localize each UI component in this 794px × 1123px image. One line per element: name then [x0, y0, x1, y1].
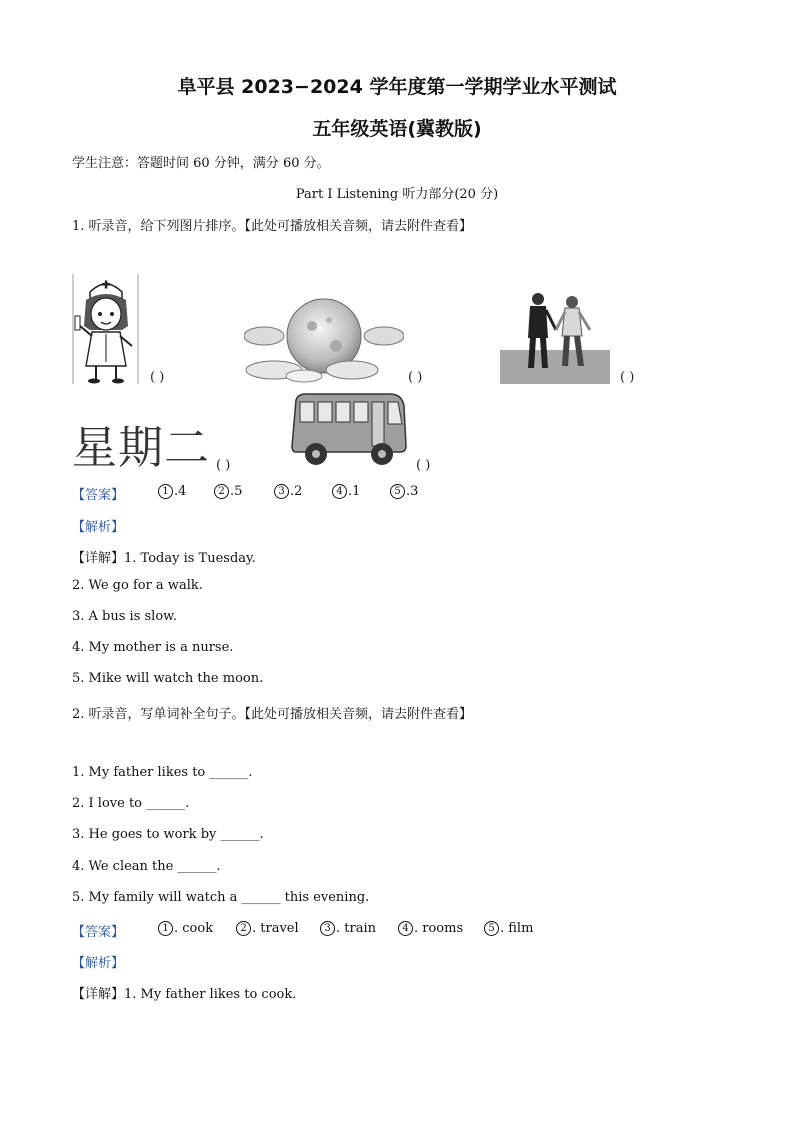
q1-answer-item: 1 .4 [158, 484, 214, 499]
circled-number: 3 [274, 484, 289, 499]
q2-sentence-1: 1. My father likes to ______. [72, 765, 253, 780]
q2-answer-item [484, 921, 533, 936]
answer-value: . train [336, 921, 376, 936]
q2-detail-label: 【详解】 [72, 987, 125, 1002]
student-note: 学生注意：答题时间 60 分钟，满分 60 分。 [72, 156, 330, 171]
bus-image [288, 392, 408, 470]
circled-number: 2 [214, 484, 229, 499]
q1-blank-5[interactable]: ( ) [416, 458, 431, 473]
q2-sentence-2: 2. I love to ______. [72, 796, 190, 811]
q1-answer-label: 【答案】 [72, 488, 125, 503]
page-title: 阜平县 2023−2024 学年度第一学期学业水平测试 [177, 76, 617, 98]
walk-image [500, 290, 610, 384]
q1-answer-item: 5 .3 [390, 484, 418, 499]
q1-blank-1[interactable]: ( ) [150, 370, 165, 385]
q2-detail-1 [72, 983, 296, 1002]
q1-answer-list [158, 484, 418, 499]
q2-answer-item [158, 921, 236, 936]
answer-value: 2 [294, 484, 303, 499]
q1-answer-item: 2 .5 [214, 484, 274, 499]
answer-value: . cook [174, 921, 214, 936]
q1-prompt: 1. 听录音，给下列图片排序。【此处可播放相关音频，请去附件查看】 [72, 219, 473, 234]
answer-value: . travel [252, 921, 299, 936]
circled-number: 1 [158, 484, 173, 499]
answer-value: . film [500, 921, 534, 936]
page-subtitle: 五年级英语(冀教版) [312, 118, 482, 140]
q1-answer-item: 3 .2 [274, 484, 332, 499]
detail-text: 1. My father likes to cook. [124, 987, 297, 1002]
q2-answer-label: 【答案】 [72, 925, 125, 940]
circled-number: 1 [158, 921, 173, 936]
q2-answer-list [158, 921, 533, 936]
circled-number: 4 [332, 484, 347, 499]
q2-answer-item [398, 921, 484, 936]
moon-image [244, 296, 404, 386]
answer-value: 4 [178, 484, 187, 499]
circled-number: 2 [236, 921, 251, 936]
q2-sentence-4: 4. We clean the ______. [72, 859, 221, 874]
answer-value: 1 [352, 484, 361, 499]
q2-sentence-3: 3. He goes to work by ______. [72, 827, 264, 842]
q1-detail-1 [72, 547, 256, 566]
q1-detail-label: 【详解】 [72, 551, 125, 566]
q2-answer-item [236, 921, 320, 936]
q1-answer-item: 4 .1 [332, 484, 390, 499]
circled-number: 3 [320, 921, 335, 936]
answer-value: 5 [234, 484, 243, 499]
part-heading: Part I Listening 听力部分(20 分) [295, 187, 499, 202]
q1-detail-2: 2. We go for a walk. [72, 578, 203, 593]
q1-detail-5: 5. Mike will watch the moon. [72, 671, 264, 686]
q2-sentence-5: 5. My family will watch a ______ this evening. [72, 890, 370, 905]
answer-value: . rooms [414, 921, 464, 936]
tuesday-image: 星期二 [72, 421, 211, 474]
q2-answer-item [320, 921, 398, 936]
q1-detail-4: 4. My mother is a nurse. [72, 640, 234, 655]
nurse-image [72, 274, 140, 386]
detail-text: 1. Today is Tuesday. [124, 551, 256, 566]
circled-number: 4 [398, 921, 413, 936]
q1-blank-4[interactable]: ( ) [216, 458, 231, 473]
q2-prompt: 2. 听录音，写单词补全句子。【此处可播放相关音频，请去附件查看】 [72, 707, 473, 722]
answer-value: 3 [410, 484, 419, 499]
q1-blank-3[interactable]: ( ) [620, 370, 635, 385]
q2-analysis-label: 【解析】 [72, 956, 125, 971]
q1-detail-3: 3. A bus is slow. [72, 609, 177, 624]
q1-analysis-label: 【解析】 [72, 520, 125, 535]
circled-number: 5 [390, 484, 405, 499]
q1-blank-2[interactable]: ( ) [408, 370, 423, 385]
circled-number: 5 [484, 921, 499, 936]
